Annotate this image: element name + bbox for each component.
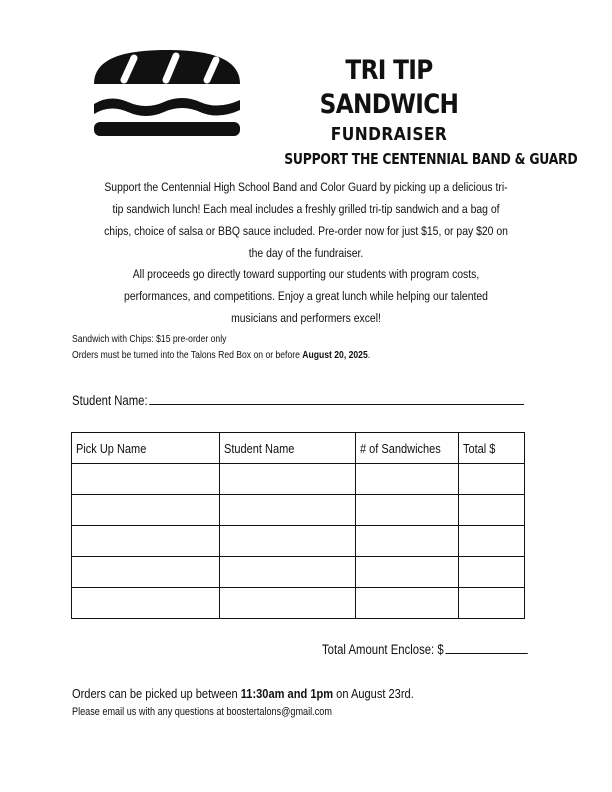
table-row	[72, 526, 525, 557]
table-cell[interactable]	[72, 526, 220, 557]
table-cell[interactable]	[72, 495, 220, 526]
table-cell[interactable]	[458, 526, 524, 557]
header-num-sandwiches: # of Sandwiches	[355, 433, 458, 464]
student-name-blank[interactable]	[149, 393, 524, 405]
table-cell[interactable]	[220, 495, 355, 526]
pickup-time: 11:30am and 1pm	[240, 686, 334, 701]
student-name-field	[72, 393, 524, 408]
pickup-suffix: on August 23rd.	[333, 686, 414, 701]
page-subtitle: FUNDRAISER	[330, 124, 448, 145]
intro-paragraph-2: All proceeds go directly toward supporting our students with program costs, performances, and competitions. Enjoy a great lunch while helping our talented musicians and performers excel!	[124, 267, 488, 325]
table-cell[interactable]	[355, 526, 458, 557]
table-cell[interactable]	[458, 557, 524, 588]
header-pickup-name: Pick Up Name	[72, 433, 220, 464]
deadline-suffix: .	[367, 350, 371, 361]
table-cell[interactable]	[355, 464, 458, 495]
table-cell[interactable]	[458, 495, 524, 526]
deadline-line	[72, 350, 370, 361]
total-amount-blank[interactable]	[445, 642, 527, 654]
table-cell[interactable]	[355, 495, 458, 526]
pickup-info	[72, 686, 414, 701]
table-row	[72, 557, 525, 588]
table-row	[72, 495, 525, 526]
header-student-name: Student Name	[220, 433, 355, 464]
order-table	[71, 432, 525, 619]
table-row	[72, 588, 525, 619]
deadline-date: August 20, 2025	[302, 350, 368, 361]
table-cell[interactable]	[220, 557, 355, 588]
intro-paragraph-1: Support the Centennial High School Band and Color Guard by picking up a delicious tri-tip sandwich lunch! Each meal includes a freshly grilled tri-tip sandwich and a bag of chips, choice of salsa or BBQ sauce included. Pre-order now for just $15, or pay $20 on the day of the fundraiser.	[104, 180, 508, 260]
total-amount-label: Total Amount Enclose: $	[322, 642, 444, 657]
page-title: TRI TIP SANDWICH	[319, 55, 459, 120]
table-cell[interactable]	[458, 464, 524, 495]
contact-email-line: Please email us with any questions at boostertalons@gmail.com	[72, 706, 332, 718]
table-header-row	[72, 433, 525, 464]
table-cell[interactable]	[458, 588, 524, 619]
table-cell[interactable]	[355, 557, 458, 588]
table-cell[interactable]	[72, 557, 220, 588]
table-cell[interactable]	[355, 588, 458, 619]
total-amount-field	[322, 642, 528, 657]
table-cell[interactable]	[220, 588, 355, 619]
deadline-prefix: Orders must be turned into the Talons Red Box on or before	[72, 350, 303, 361]
title-block	[258, 54, 578, 170]
table-cell[interactable]	[220, 526, 355, 557]
table-row	[72, 464, 525, 495]
page-tagline: SUPPORT THE CENTENNIAL BAND & GUARD	[284, 150, 578, 168]
student-name-label: Student Name:	[72, 393, 148, 408]
table-cell[interactable]	[72, 588, 220, 619]
table-cell[interactable]	[72, 464, 220, 495]
header-total: Total $	[458, 433, 524, 464]
table-cell[interactable]	[220, 464, 355, 495]
pickup-prefix: Orders can be picked up between	[72, 686, 241, 701]
sandwich-logo-icon	[90, 46, 244, 138]
price-line: Sandwich with Chips: $15 pre-order only	[72, 334, 227, 345]
